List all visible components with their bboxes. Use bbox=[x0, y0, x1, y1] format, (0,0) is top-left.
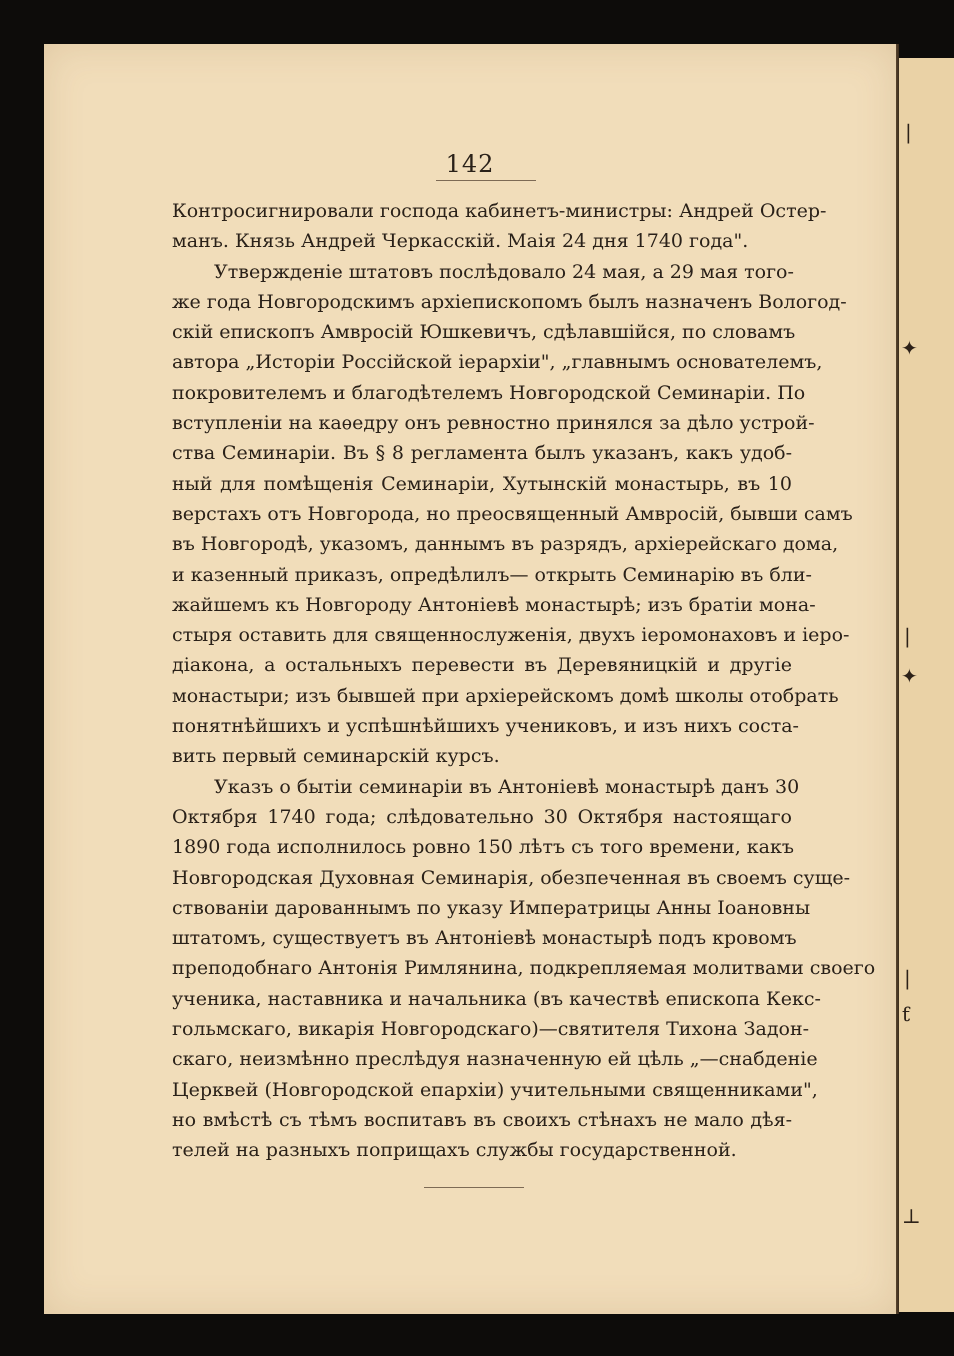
margin-cross-mark: ✦ bbox=[901, 336, 918, 360]
text-line: Церквей (Новгородской епархіи) учительными священниками", bbox=[172, 1078, 818, 1101]
book-page bbox=[44, 44, 896, 1314]
text-line: гольмскаго, викарія Новгородскаго)—святителя Тихона Задон- bbox=[172, 1018, 810, 1041]
text-line: и казенный приказъ, опредѣлилъ— открыть Семинарію въ бли- bbox=[172, 563, 812, 586]
text-line: ствованіи дарованнымъ по указу Императрицы Анны Іоановны bbox=[172, 896, 811, 919]
text-line: стыря оставить для священнослуженія, двухъ іеромонаховъ и іеро- bbox=[172, 624, 850, 647]
text-line: діакона, а остальныхъ перевести въ Деревяницкій и другіе bbox=[172, 654, 792, 677]
footer-rule bbox=[424, 1187, 524, 1188]
paragraph bbox=[172, 196, 827, 257]
margin-bracket-mark: | bbox=[904, 624, 911, 648]
text-line: понятнѣйшихъ и успѣшнѣйшихъ учениковъ, и изъ нихъ соста- bbox=[172, 715, 799, 738]
text-line: же года Новгородскимъ архіепископомъ былъ назначенъ Вологод- bbox=[172, 290, 847, 313]
body-text bbox=[172, 196, 876, 1166]
text-line: вступленіи на каѳедру онъ ревностно принялся за дѣло устрой- bbox=[172, 412, 815, 435]
header-rule bbox=[436, 180, 536, 181]
text-line: Указъ о бытіи семинаріи въ Антоніевѣ монастырѣ данъ 30 bbox=[214, 775, 800, 798]
text-line: Утвержденіе штатовъ послѣдовало 24 мая, а 29 мая того- bbox=[214, 260, 794, 283]
margin-t-mark: ⊥ bbox=[902, 1204, 921, 1228]
text-line: преподобнаго Антонія Римлянина, подкрепляемая молитвами своего bbox=[172, 957, 876, 980]
text-line: автора „Исторіи Россійской іерархіи", „главнымъ основателемъ, bbox=[172, 351, 823, 374]
text-line: жайшемъ къ Новгороду Антоніевѣ монастырѣ; изъ братіи мона- bbox=[172, 593, 816, 616]
text-line: верстахъ отъ Новгорода, но преосвященный Амвросій, бывши самъ bbox=[172, 502, 853, 525]
text-line: ученика, наставника и начальника (въ качествѣ епископа Кекс- bbox=[172, 987, 821, 1010]
text-line: скій епископъ Амвросій Юшкевичъ, сдѣлавшійся, по словамъ bbox=[172, 321, 796, 344]
text-line: Октября 1740 года; слѣдовательно 30 Октября настоящаго bbox=[172, 805, 792, 828]
margin-cross-mark: ✦ bbox=[901, 664, 918, 688]
text-line: Контросигнировали господа кабинетъ-министры: Андрей Остер- bbox=[172, 200, 827, 222]
paragraph bbox=[172, 257, 853, 772]
margin-t-mark: ƭ bbox=[902, 1002, 911, 1026]
text-line: телей на разныхъ поприщахъ службы государственной. bbox=[172, 1139, 737, 1162]
text-line: вить первый семинарскій курсъ. bbox=[172, 745, 500, 768]
text-line: скаго, неизмѣнно преслѣдуя назначенную ей цѣль „—снабденіе bbox=[172, 1048, 818, 1071]
paragraph bbox=[172, 772, 876, 1166]
text-line: но вмѣстѣ съ тѣмъ воспитавъ въ своихъ стѣнахъ не мало дѣя- bbox=[172, 1108, 792, 1131]
text-line: 1890 года исполнилось ровно 150 лѣтъ съ того времени, какъ bbox=[172, 836, 794, 859]
text-line: ства Семинаріи. Въ § 8 регламента былъ указанъ, какъ удоб- bbox=[172, 442, 792, 465]
text-line: Новгородская Духовная Семинарія, обезпеченная въ своемъ суще- bbox=[172, 866, 851, 889]
text-line: покровителемъ и благодѣтелемъ Новгородской Семинаріи. По bbox=[172, 381, 806, 404]
text-line: манъ. Князь Андрей Черкасскій. Маія 24 дня 1740 года". bbox=[172, 230, 749, 253]
margin-bracket-mark: | bbox=[905, 120, 912, 144]
text-line: штатомъ, существуетъ въ Антоніевѣ монастырѣ подъ кровомъ bbox=[172, 927, 797, 950]
page-number: 142 bbox=[445, 150, 495, 178]
margin-bracket-mark: | bbox=[904, 966, 911, 990]
text-line: монастыри; изъ бывшей при архіерейскомъ домѣ школы отобрать bbox=[172, 684, 839, 707]
text-line: ный для помѣщенія Семинаріи, Хутынскій монастырь, въ 10 bbox=[172, 472, 792, 495]
text-line: въ Новгородѣ, указомъ, даннымъ въ разрядъ, архіерейскаго дома, bbox=[172, 533, 839, 556]
